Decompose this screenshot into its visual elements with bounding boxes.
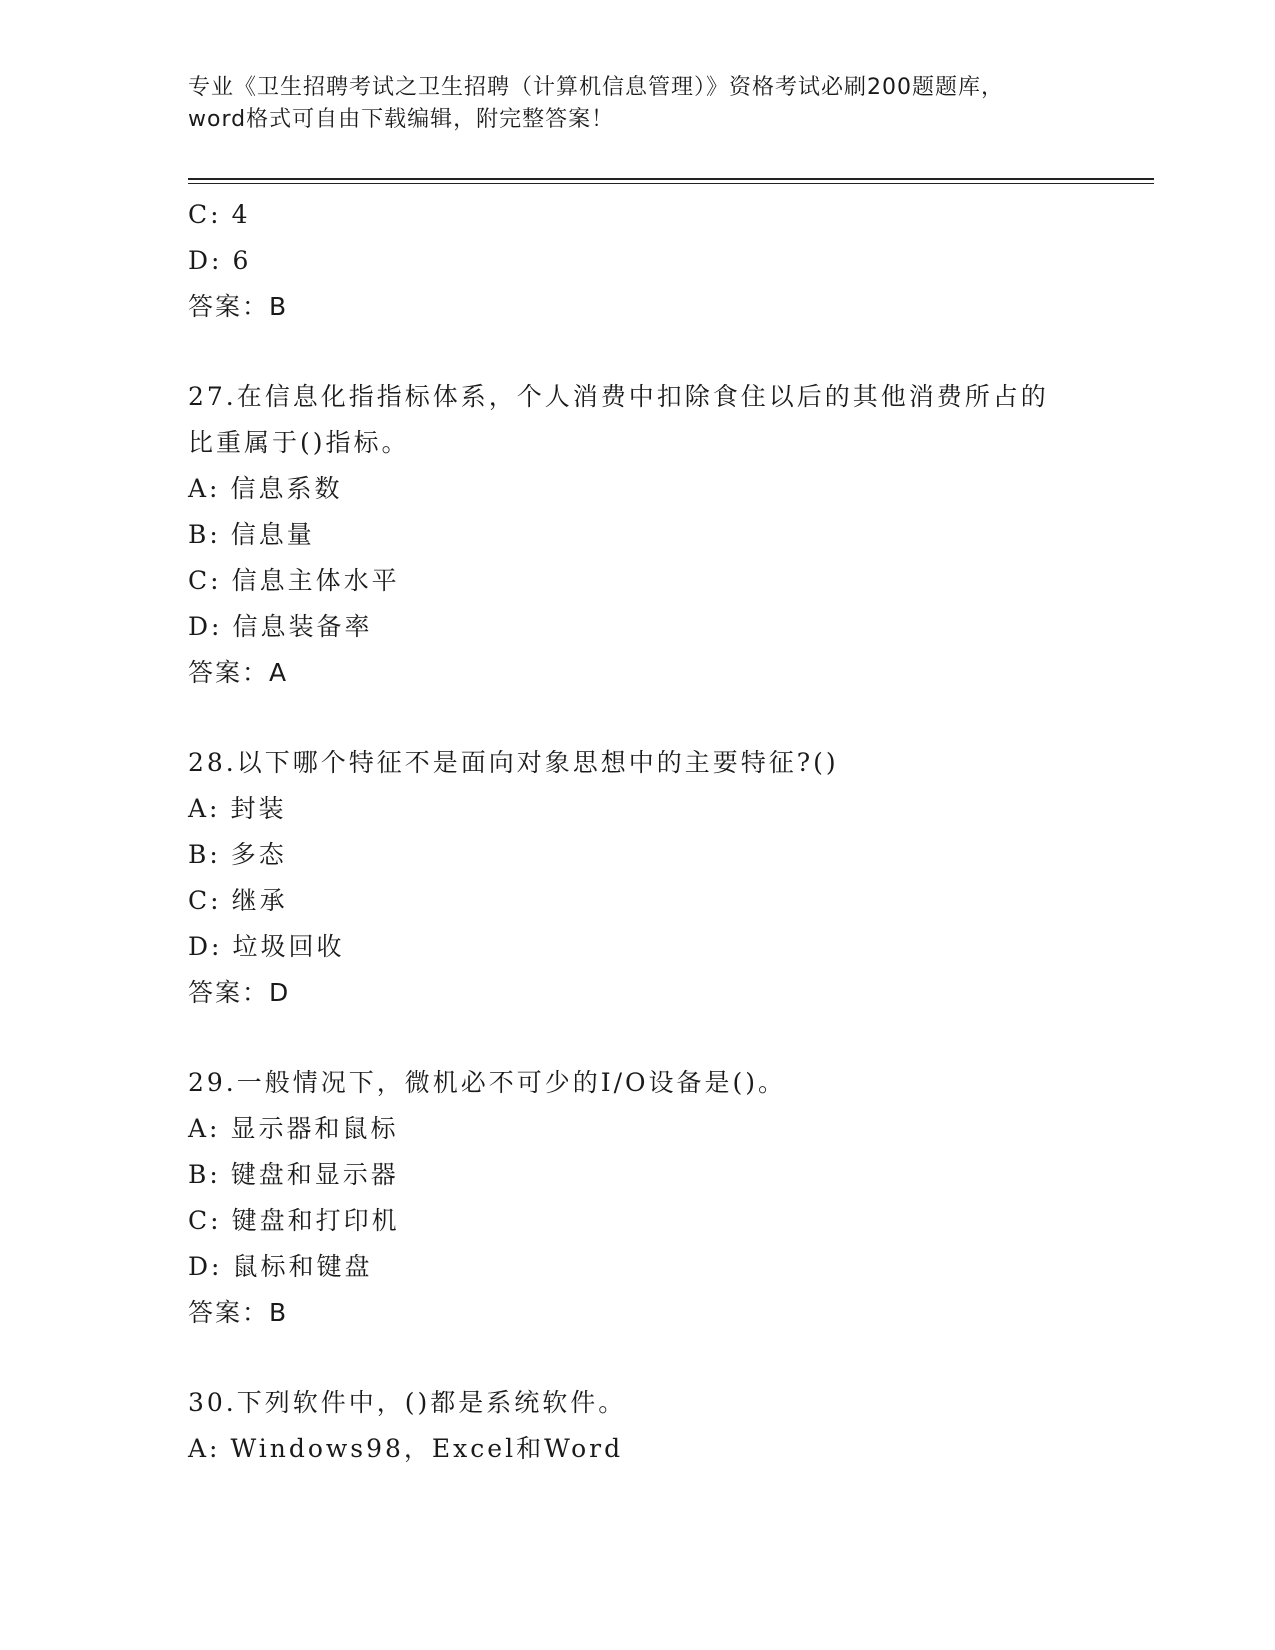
option-key: C:: [188, 886, 222, 915]
option-key: A:: [188, 1434, 221, 1463]
option-text: 信息量: [230, 520, 315, 549]
option-text: 键盘和打印机: [231, 1206, 400, 1235]
question-30: [188, 1380, 1148, 1472]
option-b: [188, 832, 1148, 878]
option-a: [188, 786, 1148, 832]
option-c: [188, 878, 1148, 924]
option-text: 鼠标和键盘: [232, 1252, 373, 1281]
question-stem: 28.以下哪个特征不是面向对象思想中的主要特征?(): [188, 748, 839, 777]
option-key: D:: [188, 932, 223, 961]
option-key: C:: [188, 566, 222, 595]
question-stem: 27.在信息化指指标体系，个人消费中扣除食住以后的其他消费所占的: [188, 382, 1049, 411]
option-key: C:: [188, 200, 222, 229]
option-text: 6: [232, 246, 252, 275]
option-key: D:: [188, 246, 223, 275]
option-b: [188, 1152, 1148, 1198]
document-header: [188, 72, 1148, 136]
question-stem-continued: 比重属于()指标。: [188, 428, 410, 457]
option-a: [188, 1106, 1148, 1152]
option-d: [188, 1244, 1148, 1290]
header-line-1: 专业《卫生招聘考试之卫生招聘（计算机信息管理）》资格考试必刷200题题库，: [188, 75, 1004, 100]
option-c: [188, 192, 1148, 238]
question-stem: 30.下列软件中，()都是系统软件。: [188, 1388, 627, 1417]
option-key: A:: [188, 1114, 221, 1143]
question-28: [188, 740, 1148, 1016]
question-list: [188, 192, 1148, 1472]
option-key: B:: [188, 520, 221, 549]
question-stem: 29.一般情况下，微机必不可少的I/O设备是()。: [188, 1068, 787, 1097]
option-c: [188, 1198, 1148, 1244]
answer-line: 答案：B: [188, 1298, 289, 1327]
answer-line: 答案：D: [188, 978, 291, 1007]
option-key: B:: [188, 840, 221, 869]
option-text: 封装: [230, 794, 287, 823]
option-key: D:: [188, 1252, 223, 1281]
option-b: [188, 512, 1148, 558]
question-29: [188, 1060, 1148, 1336]
option-text: 4: [231, 200, 251, 229]
option-text: 信息主体水平: [231, 566, 400, 595]
option-key: D:: [188, 612, 223, 641]
header-line-2: word格式可自由下载编辑，附完整答案！: [188, 107, 615, 132]
answer-line: 答案：B: [188, 292, 289, 321]
header-divider: [188, 178, 1154, 180]
option-key: A:: [188, 794, 221, 823]
option-text: 继承: [231, 886, 288, 915]
option-text: 显示器和鼠标: [230, 1114, 399, 1143]
option-d: [188, 924, 1148, 970]
option-text: 垃圾回收: [232, 932, 345, 961]
option-a: [188, 1426, 1148, 1472]
header-divider-thin: [188, 183, 1154, 184]
option-text: 键盘和显示器: [230, 1160, 399, 1189]
question-fragment: [188, 192, 1148, 330]
option-text: Windows98，Excel和Word: [230, 1434, 624, 1463]
option-d: [188, 604, 1148, 650]
option-a: [188, 466, 1148, 512]
option-d: [188, 238, 1148, 284]
option-text: 多态: [230, 840, 287, 869]
option-key: A:: [188, 474, 221, 503]
option-text: 信息装备率: [232, 612, 373, 641]
option-key: B:: [188, 1160, 221, 1189]
option-c: [188, 558, 1148, 604]
answer-line: 答案：A: [188, 658, 289, 687]
option-text: 信息系数: [230, 474, 343, 503]
option-key: C:: [188, 1206, 222, 1235]
question-27: [188, 374, 1148, 696]
